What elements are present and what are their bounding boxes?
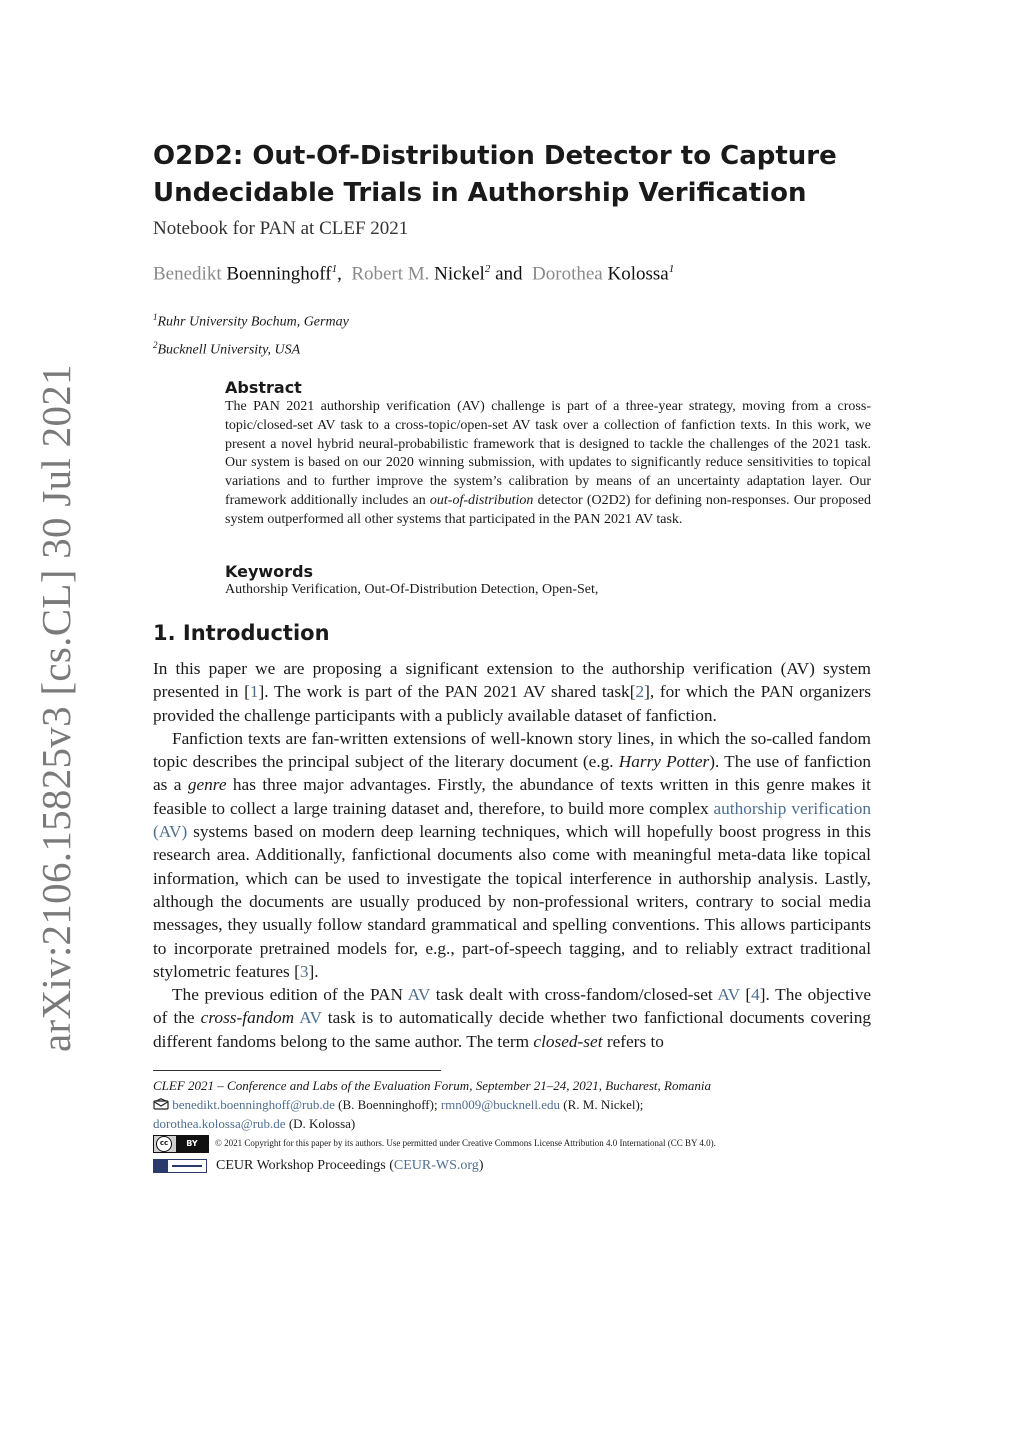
- emphasis: cross-fandom: [200, 1008, 295, 1028]
- text-run: has three major advantages. Firstly, the abundance of texts written in this genre makes it feasible to collect a large training dataset and, therefore, to build more complex: [153, 775, 871, 818]
- paragraph: [153, 657, 871, 727]
- abstract-text: [225, 398, 871, 530]
- abstract-heading: Abstract: [225, 378, 302, 397]
- affiliation-mark: 1: [153, 312, 158, 322]
- cc-icon: cc: [156, 1136, 172, 1152]
- section-heading: 1. Introduction: [153, 621, 330, 645]
- conference-note: CLEF 2021 – Conference and Labs of the Evaluation Forum, September 21–24, 2021, Bucharest, Romania: [153, 1078, 711, 1093]
- paragraph: [153, 727, 871, 983]
- author-affil-mark: 1: [668, 263, 675, 275]
- ceur-text: ): [478, 1158, 484, 1173]
- emphasis: closed-set: [533, 1031, 603, 1051]
- section-body: [153, 657, 871, 1053]
- affiliation-item: [153, 306, 349, 334]
- author-given-name: Dorothea: [532, 263, 603, 285]
- text-run: refers to: [602, 1031, 664, 1051]
- text-run: ]. The work is part of the PAN 2021 AV shared task[: [258, 682, 636, 702]
- author-list: [153, 263, 674, 285]
- abstract-text-part: detector (O2D2) for defining non-responses. Our proposed system outperformed all other systems that participated in the PAN 2021 AV task.: [225, 492, 871, 527]
- paper-title: [153, 138, 871, 212]
- author-family-name: Nickel: [434, 263, 485, 285]
- author-separator: and: [495, 263, 523, 285]
- footnote-rule: [153, 1070, 441, 1071]
- citation-link[interactable]: 3: [299, 961, 309, 981]
- paper-subtitle: Notebook for PAN at CLEF 2021: [153, 218, 409, 239]
- text-run: In this paper we are proposing a significant extension to the authorship verification (AV) system presented in [: [153, 659, 871, 702]
- text-run: ].: [308, 961, 319, 981]
- text-run: ). The use of fanfiction as a: [153, 752, 871, 795]
- abstract-emphasis: out-of-distribution: [429, 492, 534, 508]
- email-link[interactable]: rmn009@bucknell.edu: [440, 1097, 561, 1112]
- author-given-name: Robert M.: [351, 263, 430, 285]
- ceur-link[interactable]: CEUR-WS.org: [393, 1158, 479, 1173]
- affiliation-mark: 2: [153, 339, 158, 350]
- text-run: task dealt with cross-fandom/closed-set: [430, 985, 718, 1005]
- email-link[interactable]: dorothea.kolossa@rub.de: [153, 1116, 286, 1131]
- keywords-block: [225, 562, 871, 598]
- author-family-name: Boenninghoff: [226, 263, 332, 285]
- abstract-text-part: The PAN 2021 authorship verification (AV) challenge is part of a three-year strategy, moving from a cross-topic/closed-set AV task to a cross-topic/open-set AV task over a collection of fanfiction texts. In this work, we present a novel hybrid neural-probabilistic framework that is designed to tackle the challenges of the 2021 task. Our system is based on our 2020 winning submission, with updates to significantly reduce sensitivities to topical variations and to further improve the system’s calibration by means of an uncertainty adaptation layer. Our framework additionally includes an: [225, 399, 871, 508]
- ceur-text: CEUR Workshop Proceedings (: [216, 1158, 394, 1173]
- affiliation-item: [153, 334, 349, 362]
- keywords-heading: Keywords: [225, 562, 314, 581]
- keywords-text: Authorship Verification, Out-Of-Distribution Detection, Open-Set,: [225, 582, 599, 597]
- text-run: ], for which the PAN organizers provided the challenge participants with a publicly available dataset of fanfiction.: [153, 682, 872, 725]
- author-given-name: Benedikt: [153, 263, 222, 285]
- author-affil-mark: 1: [331, 263, 338, 275]
- author-separator: ,: [337, 263, 342, 285]
- email-line: [153, 1095, 871, 1114]
- abstract-block: [225, 378, 871, 530]
- author-family-name: Kolossa: [607, 263, 669, 285]
- paragraph: [153, 983, 871, 1053]
- citation-link[interactable]: 4: [751, 985, 760, 1005]
- glossary-link[interactable]: AV: [407, 985, 431, 1005]
- citation-link[interactable]: 2: [635, 682, 645, 702]
- emphasis: Harry Potter: [618, 752, 710, 772]
- author-affil-mark: 2: [484, 263, 491, 275]
- text-run: task is to automatically decide whether two fanfictional documents covering different fandoms belong to the same author. The term: [153, 1008, 871, 1051]
- ceur-row: [153, 1156, 871, 1175]
- arxiv-stamp: arXiv:2106.15825v3 [cs.CL] 30 Jul 2021: [33, 364, 79, 1052]
- text-run: Fanfiction texts are fan-written extensions of well-known story lines, in which the so-called fandom topic describes the principal subject of the literary document (e.g.: [153, 728, 871, 772]
- by-icon: BY: [176, 1136, 208, 1152]
- affiliation-text: Bucknell University, USA: [157, 342, 301, 358]
- license-row: [153, 1134, 871, 1153]
- title-line-1: O2D2: Out-Of-Distribution Detector to Capture: [153, 141, 837, 171]
- glossary-link[interactable]: AV: [717, 985, 740, 1005]
- text-run: The previous edition of the PAN: [172, 985, 408, 1005]
- affiliations: [153, 306, 349, 361]
- license-text: © 2021 Copyright for this paper by its authors. Use permitted under Creative Commons License Attribution 4.0 International (CC BY 4.0).: [215, 1138, 716, 1148]
- footnotes: [153, 1076, 871, 1175]
- cc-by-badge: [153, 1135, 209, 1153]
- glossary-link[interactable]: authorship verification (AV): [153, 798, 871, 842]
- citation-link[interactable]: 1: [249, 682, 259, 702]
- emphasis: genre: [187, 775, 227, 795]
- ceur-logo-icon: [153, 1159, 207, 1173]
- envelope-icon: [153, 1098, 169, 1110]
- title-line-2: Undecidable Trials in Authorship Verification: [153, 178, 807, 208]
- email-owner: (B. Boenninghoff);: [338, 1097, 438, 1112]
- email-owner: (R. M. Nickel);: [563, 1097, 644, 1112]
- glossary-link[interactable]: AV: [299, 1008, 322, 1028]
- text-run: [: [739, 985, 752, 1005]
- email-link[interactable]: benedikt.boenninghoff@rub.de: [172, 1097, 335, 1112]
- text-run: ]. The objective of the: [153, 985, 872, 1028]
- email-owner: (D. Kolossa): [288, 1116, 356, 1131]
- text-run: systems based on modern deep learning techniques, which will hopefully boost progress in this research area. Additionally, fanfictional documents also come with meaningful meta-data like topical information, which can be used to investigate the topical interference in authorship analysis. Lastly, although the documents are usually produced by non-professional writers, contrary to social media messages, they usually follow standard grammatical and spelling conventions. This allows participants to incorporate pretrained models for, e.g., part-of-speech tagging, and to reliably extract traditional stylometric features [: [153, 822, 871, 981]
- affiliation-text: Ruhr University Bochum, Germay: [157, 314, 349, 330]
- email-line: [153, 1114, 871, 1133]
